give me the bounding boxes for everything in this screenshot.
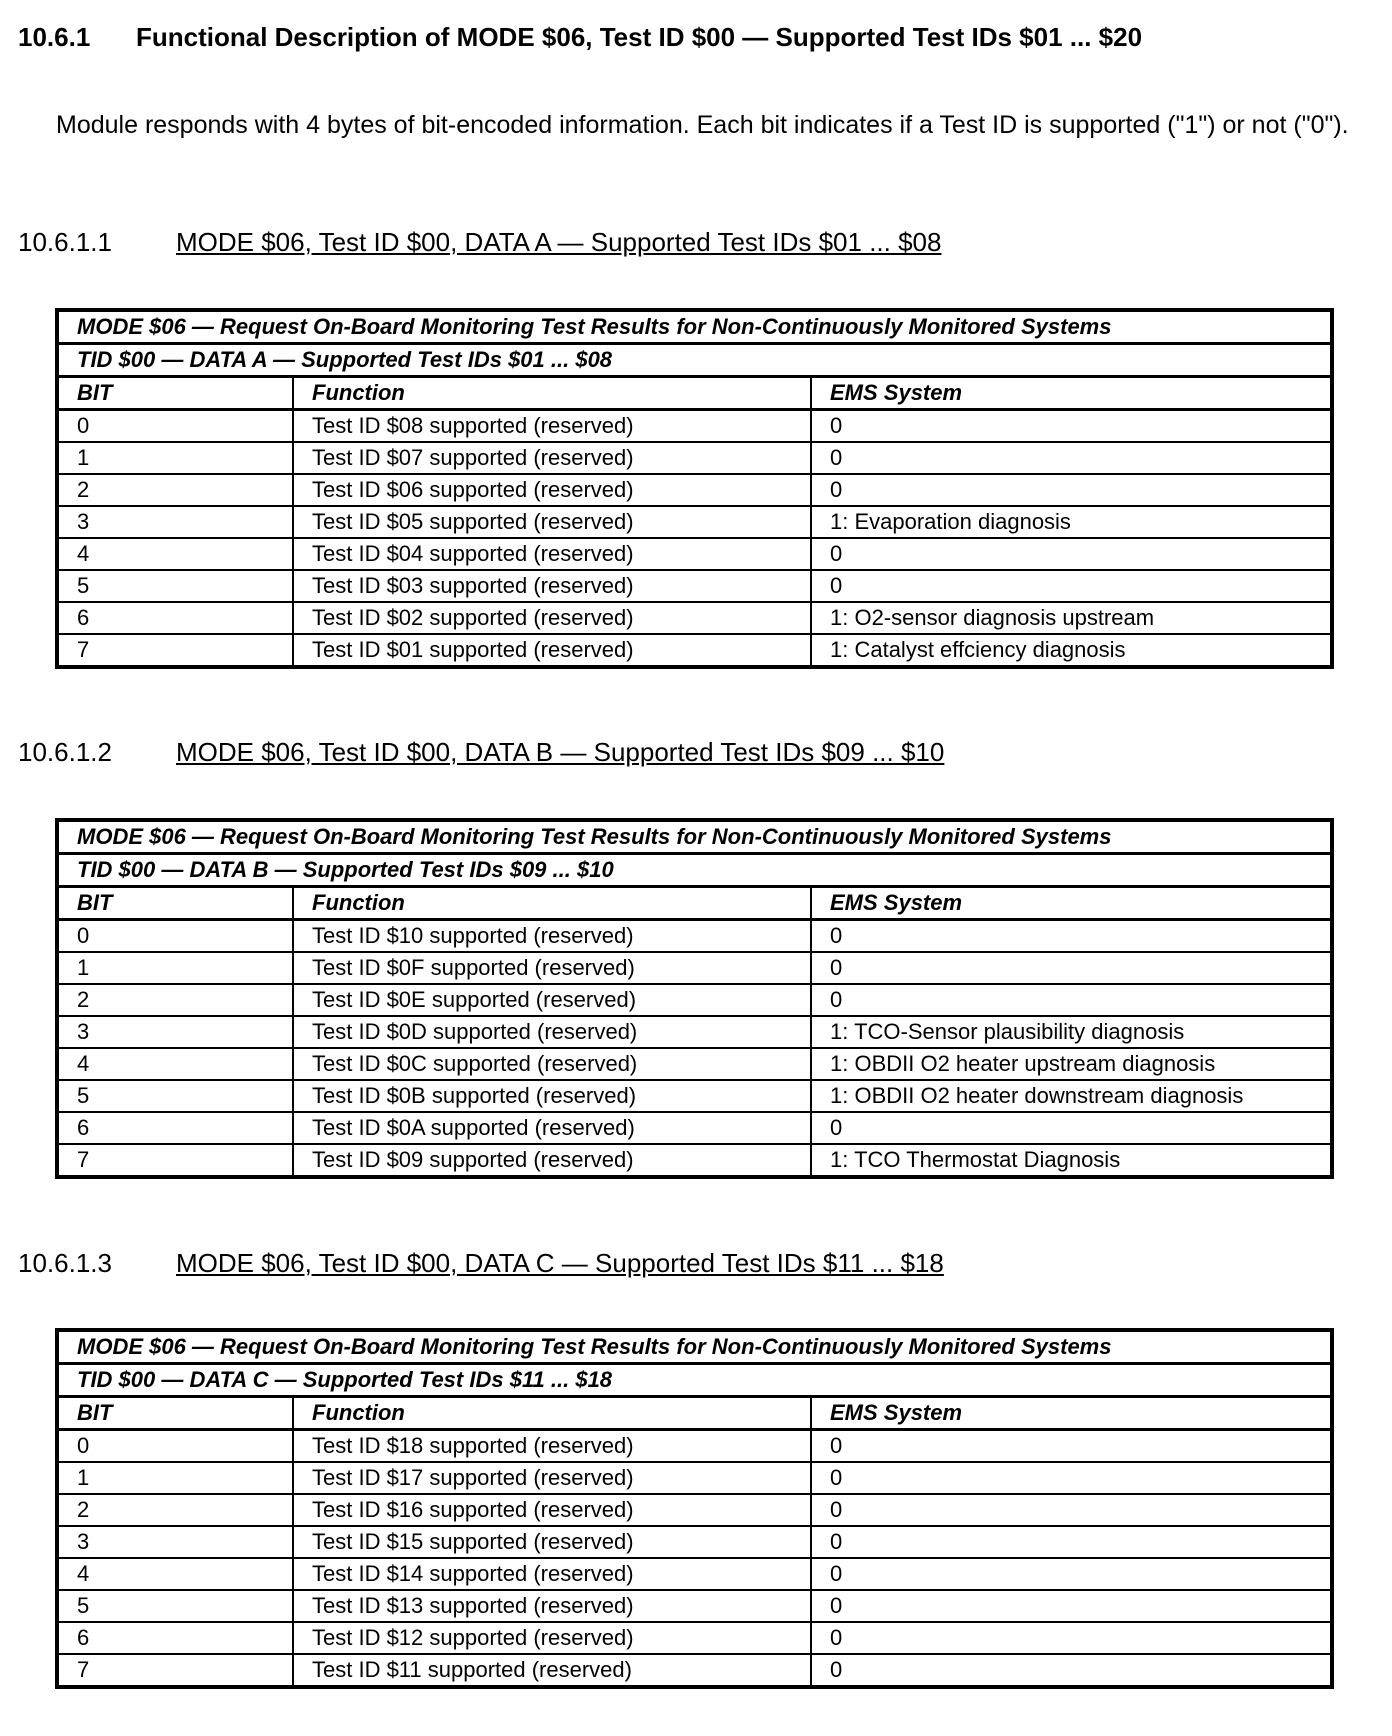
bit-cell: 7 [57,634,293,667]
table-row [57,442,1332,474]
column-header-bit: BIT [57,377,293,410]
supported-tids-table-b [55,818,1334,1179]
bit-cell: 1 [57,952,293,984]
bit-cell: 6 [57,1112,293,1144]
bit-cell: 1 [57,442,293,474]
table-row [57,1622,1332,1654]
bit-cell: 2 [57,1494,293,1526]
table-title: MODE $06 — Request On-Board Monitoring Test Results for Non-Continuously Monitored Systems [57,310,1332,344]
function-cell: Test ID $05 supported (reserved) [293,506,811,538]
function-cell: Test ID $0F supported (reserved) [293,952,811,984]
bit-cell: 6 [57,602,293,634]
function-cell: Test ID $11 supported (reserved) [293,1654,811,1687]
function-cell: Test ID $0A supported (reserved) [293,1112,811,1144]
column-header-ems: EMS System [811,887,1332,920]
bit-cell: 4 [57,1558,293,1590]
function-cell: Test ID $13 supported (reserved) [293,1590,811,1622]
function-cell: Test ID $04 supported (reserved) [293,538,811,570]
ems-system-cell: 0 [811,1430,1332,1463]
ems-system-cell: 0 [811,442,1332,474]
table-tid: TID $00 — DATA C — Supported Test IDs $11 ... $18 [57,1364,1332,1397]
supported-tids-table-a [55,308,1334,669]
function-cell: Test ID $0E supported (reserved) [293,984,811,1016]
function-cell: Test ID $18 supported (reserved) [293,1430,811,1463]
table-tid: TID $00 — DATA A — Supported Test IDs $01 ... $08 [57,344,1332,377]
function-cell: Test ID $08 supported (reserved) [293,410,811,443]
bit-cell: 1 [57,1462,293,1494]
function-cell: Test ID $12 supported (reserved) [293,1622,811,1654]
supported-tids-table-c [55,1328,1334,1689]
ems-system-cell: 1: OBDII O2 heater upstream diagnosis [811,1048,1332,1080]
bit-cell: 5 [57,570,293,602]
bit-cell: 7 [57,1144,293,1177]
function-cell: Test ID $16 supported (reserved) [293,1494,811,1526]
ems-system-cell: 1: TCO Thermostat Diagnosis [811,1144,1332,1177]
function-cell: Test ID $09 supported (reserved) [293,1144,811,1177]
ems-system-cell: 0 [811,474,1332,506]
function-cell: Test ID $02 supported (reserved) [293,602,811,634]
table-row [57,634,1332,667]
function-cell: Test ID $0C supported (reserved) [293,1048,811,1080]
subsection-title: MODE $06, Test ID $00, DATA C — Supported Test IDs $11 ... $18 [176,1248,944,1278]
ems-system-cell: 0 [811,1654,1332,1687]
ems-system-cell: 0 [811,1462,1332,1494]
section-heading [18,22,1142,53]
table-row [57,1112,1332,1144]
table-row [57,1144,1332,1177]
ems-system-cell: 0 [811,1112,1332,1144]
ems-system-cell: 0 [811,1558,1332,1590]
bit-cell: 2 [57,474,293,506]
function-cell: Test ID $01 supported (reserved) [293,634,811,667]
ems-system-cell: 0 [811,984,1332,1016]
column-header-function: Function [293,887,811,920]
subsection-heading-c [18,1248,944,1279]
column-header-ems: EMS System [811,377,1332,410]
table-row [57,1430,1332,1463]
table-row [57,1654,1332,1687]
table-title: MODE $06 — Request On-Board Monitoring Test Results for Non-Continuously Monitored Systems [57,1330,1332,1364]
table-row [57,1526,1332,1558]
subsection-title: MODE $06, Test ID $00, DATA A — Supported Test IDs $01 ... $08 [176,227,942,257]
bit-cell: 6 [57,1622,293,1654]
ems-system-cell: 0 [811,410,1332,443]
ems-system-cell: 1: Evaporation diagnosis [811,506,1332,538]
bit-cell: 3 [57,1526,293,1558]
function-cell: Test ID $17 supported (reserved) [293,1462,811,1494]
table-row [57,1462,1332,1494]
bit-cell: 5 [57,1080,293,1112]
section-title: Functional Description of MODE $06, Test ID $00 — Supported Test IDs $01 ... $20 [136,22,1143,52]
bit-cell: 0 [57,1430,293,1463]
ems-system-cell: 0 [811,538,1332,570]
table-row [57,1080,1332,1112]
bit-cell: 5 [57,1590,293,1622]
subsection-number: 10.6.1.1 [18,227,112,257]
table-title: MODE $06 — Request On-Board Monitoring Test Results for Non-Continuously Monitored Systems [57,820,1332,854]
table-row [57,538,1332,570]
bit-cell: 3 [57,506,293,538]
column-header-function: Function [293,1397,811,1430]
bit-cell: 3 [57,1016,293,1048]
table-row [57,1558,1332,1590]
ems-system-cell: 0 [811,1590,1332,1622]
subsection-number: 10.6.1.3 [18,1248,112,1278]
ems-system-cell: 1: TCO-Sensor plausibility diagnosis [811,1016,1332,1048]
table-row [57,410,1332,443]
column-header-bit: BIT [57,887,293,920]
ems-system-cell: 1: Catalyst effciency diagnosis [811,634,1332,667]
subsection-number: 10.6.1.2 [18,737,112,767]
function-cell: Test ID $03 supported (reserved) [293,570,811,602]
bit-cell: 4 [57,538,293,570]
table-tid: TID $00 — DATA B — Supported Test IDs $09 ... $10 [57,854,1332,887]
bit-cell: 4 [57,1048,293,1080]
bit-cell: 0 [57,920,293,953]
subsection-heading-a [18,227,941,258]
table-row [57,920,1332,953]
function-cell: Test ID $07 supported (reserved) [293,442,811,474]
column-header-bit: BIT [57,1397,293,1430]
function-cell: Test ID $06 supported (reserved) [293,474,811,506]
ems-system-cell: 0 [811,1494,1332,1526]
bit-cell: 0 [57,410,293,443]
function-cell: Test ID $10 supported (reserved) [293,920,811,953]
table-row [57,952,1332,984]
ems-system-cell: 1: OBDII O2 heater downstream diagnosis [811,1080,1332,1112]
ems-system-cell: 0 [811,952,1332,984]
table-row [57,570,1332,602]
table-row [57,1016,1332,1048]
table-row [57,506,1332,538]
function-cell: Test ID $14 supported (reserved) [293,1558,811,1590]
function-cell: Test ID $0B supported (reserved) [293,1080,811,1112]
ems-system-cell: 0 [811,1526,1332,1558]
ems-system-cell: 0 [811,1622,1332,1654]
subsection-title: MODE $06, Test ID $00, DATA B — Supported Test IDs $09 ... $10 [176,737,945,767]
subsection-heading-b [18,737,944,768]
table-row [57,1494,1332,1526]
ems-system-cell: 0 [811,570,1332,602]
table-row [57,602,1332,634]
bit-cell: 7 [57,1654,293,1687]
table-row [57,984,1332,1016]
table-row [57,1590,1332,1622]
bit-cell: 2 [57,984,293,1016]
ems-system-cell: 0 [811,920,1332,953]
intro-paragraph: Module responds with 4 bytes of bit-encoded information. Each bit indicates if a Test ID is supported ("1") or not ("0"). [56,111,1349,139]
column-header-function: Function [293,377,811,410]
table-row [57,1048,1332,1080]
table-row [57,474,1332,506]
column-header-ems: EMS System [811,1397,1332,1430]
function-cell: Test ID $0D supported (reserved) [293,1016,811,1048]
ems-system-cell: 1: O2-sensor diagnosis upstream [811,602,1332,634]
function-cell: Test ID $15 supported (reserved) [293,1526,811,1558]
section-number: 10.6.1 [18,22,91,52]
